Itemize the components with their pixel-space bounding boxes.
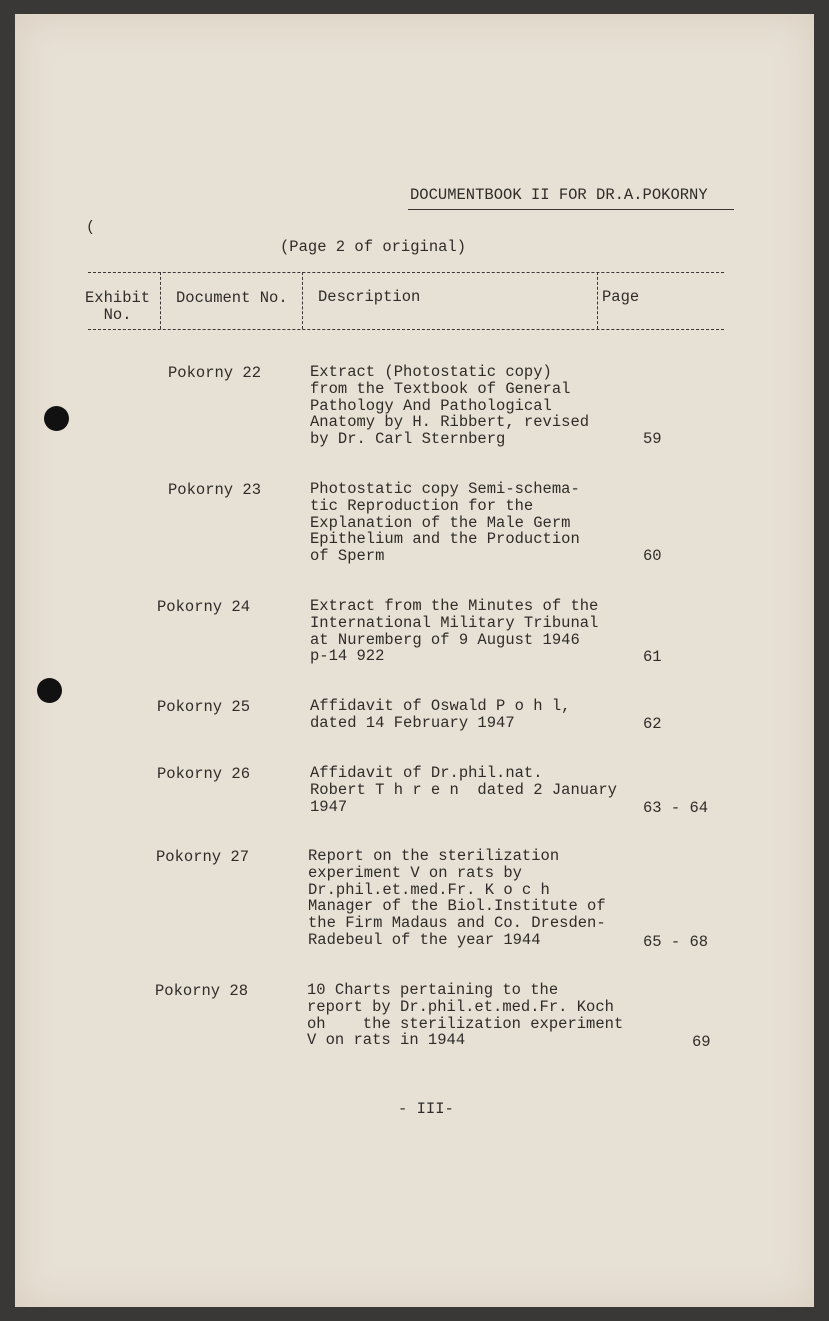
exhibit-page: 69 xyxy=(692,1033,711,1051)
exhibit-description: Report on the sterilization experiment V on rats by Dr.phil.et.med.Fr. K o c h Manager of the Biol.Institute of the Firm Madaus and Co. Dresden- Radebeul of the year 1944 xyxy=(308,847,606,949)
table-header-bottom-rule xyxy=(88,329,724,330)
margin-mark: ( xyxy=(86,219,96,236)
column-header-description: Description xyxy=(318,288,421,306)
exhibit-description: Affidavit of Oswald P o h l, dated 14 February 1947 xyxy=(310,697,571,732)
exhibit-description: Extract (Photostatic copy) from the Textbook of General Pathology And Pathological Anatomy by H. Ribbert, revised by Dr. Carl Sternberg xyxy=(310,363,590,449)
exhibit-page: 62 xyxy=(643,715,662,733)
page-subtitle: (Page 2 of original) xyxy=(280,238,467,256)
column-divider xyxy=(160,272,161,329)
title-underline xyxy=(408,209,734,210)
punch-hole xyxy=(44,406,69,431)
exhibit-number: Pokorny 25 xyxy=(157,698,251,716)
exhibit-number: Pokorny 23 xyxy=(168,481,262,499)
column-header-page: Page xyxy=(602,288,640,306)
column-divider xyxy=(302,272,303,329)
exhibit-number: Pokorny 24 xyxy=(157,598,251,616)
exhibit-page: 59 xyxy=(643,430,662,448)
column-divider xyxy=(597,272,598,329)
exhibit-page: 60 xyxy=(643,547,662,565)
exhibit-page: 65 - 68 xyxy=(643,933,709,951)
column-header-document-no: Document No. xyxy=(176,289,288,307)
exhibit-description: 10 Charts pertaining to the report by Dr.phil.et.med.Fr. Koch oh the sterilization experiment V on rats in 1944 xyxy=(307,981,624,1050)
column-header-exhibit: Exhibit No. xyxy=(85,289,151,324)
table-top-rule xyxy=(88,272,724,273)
exhibit-description: Extract from the Minutes of the International Military Tribunal at Nuremberg of 9 August 1946 p-14 922 xyxy=(310,597,599,666)
exhibit-number: Pokorny 28 xyxy=(155,982,249,1000)
punch-hole xyxy=(37,678,62,703)
page-number: - III- xyxy=(398,1100,454,1118)
exhibit-description: Affidavit of Dr.phil.nat. Robert T h r e n dated 2 January 1947 xyxy=(310,764,617,816)
exhibit-number: Pokorny 22 xyxy=(168,364,262,382)
exhibit-number: Pokorny 26 xyxy=(157,765,251,783)
exhibit-number: Pokorny 27 xyxy=(156,848,250,866)
document-title: DOCUMENTBOOK II FOR DR.A.POKORNY xyxy=(410,186,708,204)
exhibit-page: 63 - 64 xyxy=(643,799,709,817)
exhibit-description: Photostatic copy Semi-schema- tic Reproduction for the Explanation of the Male Germ Epithelium and the Production of Sperm xyxy=(310,480,580,566)
exhibit-page: 61 xyxy=(643,648,662,666)
